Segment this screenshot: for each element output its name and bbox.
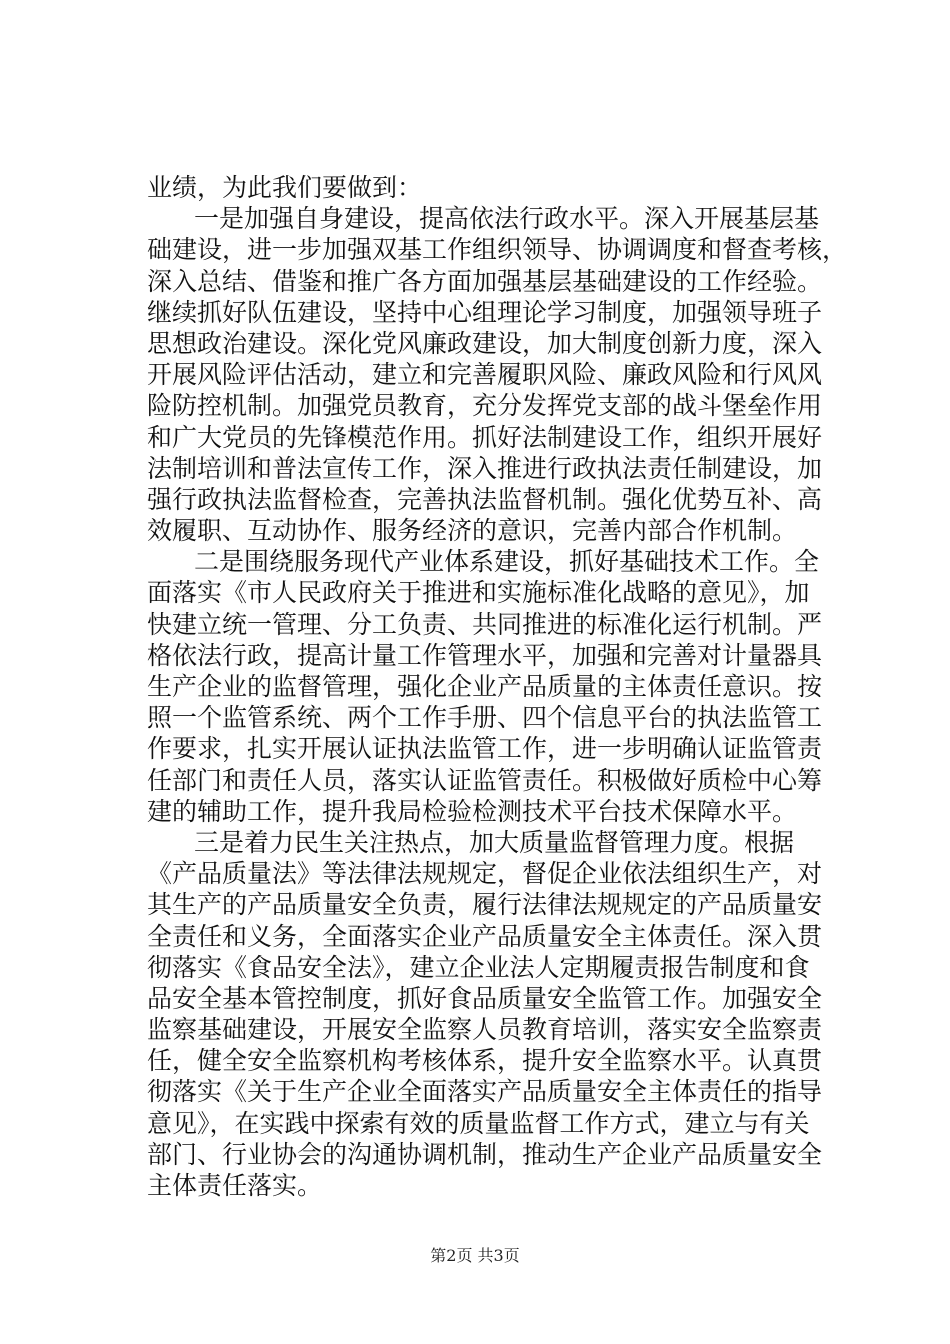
text-line: 意见》，在实践中探索有效的质量监督工作方式，建立与有关 — [147, 1108, 810, 1138]
text-line: 础建设，进一步加强双基工作组织领导、协调调度和督查考核， — [147, 235, 848, 265]
text-line: 监察基础建设，开展安全监察人员教育培训，落实安全监察责 — [147, 1015, 823, 1045]
page-footer: 第2页 共3页 — [430, 1246, 520, 1265]
text-line: 法制培训和普法宣传工作，深入推进行政执法责任制建设，加 — [147, 453, 823, 483]
text-line: 照一个监管系统、两个工作手册、四个信息平台的执法监管工 — [147, 703, 823, 733]
text-line: 效履职、互动协作、服务经济的意识，完善内部合作机制。 — [147, 516, 798, 546]
text-line: 彻落实《关于生产企业全面落实产品质量安全主体责任的指导 — [147, 1077, 823, 1107]
text-line: 全责任和义务，全面落实企业产品质量安全主体责任。深入贯 — [147, 921, 823, 951]
text-line: 继续抓好队伍建设，坚持中心组理论学习制度，加强领导班子 — [147, 297, 823, 327]
text-line: 格依法行政，提高计量工作管理水平，加强和完善对计量器具 — [147, 640, 823, 670]
text-line: 深入总结、借鉴和推广各方面加强基层基础建设的工作经验。 — [147, 266, 823, 296]
text-line: 其生产的产品质量安全负责，履行法律法规规定的产品质量安 — [147, 890, 823, 920]
text-line: 业绩，为此我们要做到： — [147, 173, 423, 202]
text-line: 作要求，扎实开展认证执法监管工作，进一步明确认证监管责 — [147, 734, 823, 764]
text-line: 任，健全安全监察机构考核体系，提升安全监察水平。认真贯 — [147, 1046, 823, 1076]
paragraph-3-first-line: 三是着力民生关注热点，加大质量监督管理力度。根据 — [194, 827, 795, 857]
text-line: 建的辅助工作，提升我局检验检测技术平台技术保障水平。 — [147, 796, 798, 826]
text-line: 生产企业的监督管理，强化企业产品质量的主体责任意识。按 — [147, 672, 823, 701]
text-line: 品安全基本管控制度，抓好食品质量安全监管工作。加强安全 — [147, 983, 823, 1013]
text-line: 任部门和责任人员，落实认证监管责任。积极做好质检中心筹 — [147, 765, 823, 795]
text-line: 和广大党员的先锋模范作用。抓好法制建设工作，组织开展好 — [147, 422, 823, 452]
body-text — [147, 172, 848, 1201]
text-line: 开展风险评估活动，建立和完善履职风险、廉政风险和行风风 — [147, 360, 823, 390]
text-line: 彻落实《食品安全法》，建立企业法人定期履责报告制度和食 — [147, 952, 810, 982]
paragraph-2-first-line: 二是围绕服务现代产业体系建设，抓好基础技术工作。全 — [194, 547, 820, 577]
text-line: 《产品质量法》等法律法规规定，督促企业依法组织生产，对 — [147, 859, 823, 889]
text-line: 快建立统一管理、分工负责、共同推进的标准化运行机制。严 — [147, 609, 823, 639]
text-line: 强行政执法监督检查，完善执法监督机制。强化优势互补、高 — [147, 484, 823, 514]
paragraph-1-first-line: 一是加强自身建设，提高依法行政水平。深入开展基层基 — [194, 204, 820, 234]
text-line: 主体责任落实。 — [147, 1171, 323, 1200]
text-line: 面落实《市人民政府关于推进和实施标准化战略的意见》，加 — [147, 578, 810, 608]
text-line: 部门、行业协会的沟通协调机制，推动生产企业产品质量安全 — [147, 1139, 823, 1169]
text-line: 险防控机制。加强党员教育，充分发挥党支部的战斗堡垒作用 — [147, 391, 823, 421]
text-line: 思想政治建设。深化党风廉政建设，加大制度创新力度，深入 — [147, 328, 823, 358]
